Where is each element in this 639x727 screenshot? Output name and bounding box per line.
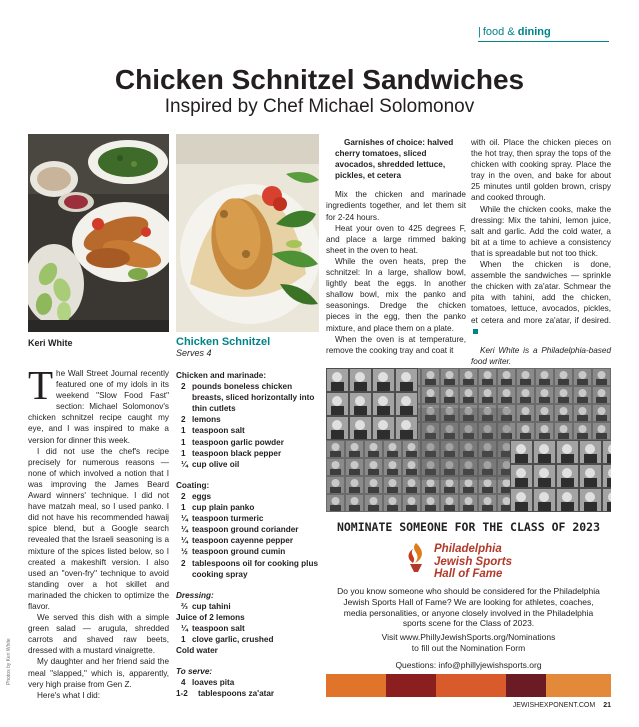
ingredient-group-heading: Coating: (176, 480, 210, 490)
org-name-line: Hall of Fame (434, 568, 503, 580)
method-column-2 (471, 137, 611, 367)
intro-paragraph: I did not use the chef's recipe precisely for numerous reasons — none of which involved a notion that I was improving the James Beard Award winners' technique. I did not have matzah meal, so I used panko. I did not have his recommended hawaij spice blend, but a Google search revealed that the Israeli seasoning is a mixture of the spices listed below, so I created a makeshift version. I also used an "oven-fry" technique to avoid standing over a hot skillet and marinaded the chicken to optimize the flavor. (28, 446, 169, 611)
method-paragraph: Heat your oven to 425 degrees F, and place a large rimmed baking sheet in the oven to heat. (326, 223, 466, 255)
ingredient-item: Cold water (176, 646, 218, 656)
ingredient-item: 1 clove garlic, crushed (181, 635, 274, 645)
photo-mosaic (326, 368, 611, 512)
byline: Keri White (28, 338, 73, 348)
ingredient-item: ¼ teaspoon salt (181, 623, 245, 633)
ingredient-item: 4 loaves pita (181, 678, 235, 688)
ad-headline: NOMINATE SOMEONE FOR THE CLASS OF 2023 (336, 520, 601, 534)
ingredient-item: ¼ teaspoon ground coriander (181, 525, 299, 535)
method-paragraph: with oil. Place the chicken pieces on the hot tray, then spray the tops of the chicken with cooking spray. Place the tray in the oven, and bake for about 25 minutes until golden brown, crispy and cooked through. (471, 138, 611, 203)
section-name: dining (517, 26, 551, 38)
ingredient-item: Juice of 2 lemons (176, 612, 245, 622)
intro-column (28, 362, 169, 701)
ingredient-item: 2 tablespoons oil for cooking plus cooking spray (181, 558, 319, 579)
intro-text: he Wall Street Journal recently featured one of my idols in its weekend "Slow Food Fast" section: Michael Solomonov's chicken schnitzel recipe caught my eye, and I was inspired to make a version for dinner this week. (28, 369, 169, 445)
method-column-1 (326, 137, 466, 356)
ad-bottom-banner (326, 674, 611, 697)
org-name-line: Philadelphia (434, 543, 502, 555)
section-prefix: food & (482, 26, 518, 38)
ingredient-item: 1 cup plain panko (181, 503, 255, 513)
article-headline: Chicken Schnitzel Sandwiches (114, 64, 525, 95)
ingredient-group-heading: Dressing: (176, 590, 214, 600)
ingredient-item: 1-2 tablespoons za'atar (176, 689, 275, 699)
page-number: 21 (603, 702, 611, 709)
nomination-url-link[interactable]: Visit www.PhillyJewishSports.org/Nominations (381, 632, 556, 642)
food-photo-sandwich (176, 134, 319, 332)
ingredient-item: 2 eggs (181, 491, 212, 501)
intro-paragraph: Here's what I did: (37, 690, 100, 700)
ad-body-text: Do you know someone who should be considered for the Philadelphia Jewish Sports Hall of Fame? We are looking for athletes, coaches, media personalities, or anyone closely involved in the Philadelphia sports scene for the Class of 2023. (337, 586, 600, 629)
ingredient-item: ¼ teaspoon turmeric (181, 514, 264, 524)
method-paragraph: Mix the chicken and marinade ingredients together, and let them sit for 2-24 hours. (326, 190, 466, 222)
section-tag (478, 26, 609, 38)
ingredient-item: 1 teaspoon garlic powder (181, 437, 284, 447)
ingredients-list (176, 368, 319, 700)
recipe-title: Chicken Schnitzel (176, 336, 271, 348)
ingredient-item: ⅔ cup tahini (181, 601, 231, 611)
intro-paragraph: My daughter and her friend said the meal "slapped," which is, apparently, very high praise from Gen Z. (28, 657, 169, 689)
nomination-url-subtext: to fill out the Nomination Form (411, 642, 526, 653)
page-footer (513, 702, 611, 709)
intro-paragraph (28, 362, 169, 446)
food-photo-plates (28, 134, 169, 332)
drop-cap: T (28, 362, 54, 408)
hall-of-fame-ad[interactable] (326, 368, 611, 697)
method-paragraph: While the chicken cooks, make the dressing: Mix the tahini, lemon juice, salt and garlic. Add the cold water, a bit at a time to achieve a consistency that is spreadable but not too thick. (471, 204, 611, 258)
recipe-serves: Serves 4 (176, 348, 212, 358)
photo-credit: Photos by Keri White (6, 638, 12, 685)
ingredient-item: 2 pounds boneless chicken breasts, sliced horizontally into thin cutlets (181, 382, 315, 414)
article-subhead: Inspired by Chef Michael Solomonov (164, 96, 475, 117)
end-mark-icon (473, 329, 478, 334)
org-name-line: Jewish Sports (434, 555, 512, 568)
method-paragraph: When the chicken is done, assemble the sandwiches — sprinkle the chicken with za'atar. Schmear the pita with tahini, add the chicken, tomatoes, lettuce, avocados, pickles, et cetera and more za'atar, if desired. (471, 259, 611, 337)
section-divider: | (478, 26, 481, 38)
garnish-note: Garnishes of choice: halved cherry tomatoes, sliced avocados, shredded lettuce, pickles, et cetera (335, 138, 454, 181)
author-bio: Keri White is a Philadelphia-based food writer. (471, 345, 611, 366)
method-paragraph: While the oven heats, prep the schnitzel: In a large, shallow bowl, lightly beat the eggs. In another shallow bowl, mix the panko and seasonings. Dredge the chicken pieces in the egg, then the panko mixture, and place them on a plate. (326, 256, 466, 333)
ad-nomination-info (334, 632, 603, 654)
method-paragraph: When the oven is at temperature, remove the cooking tray and coat it (326, 334, 466, 355)
ingredient-item: ¼ cup olive oil (181, 459, 240, 469)
ingredient-item: ¼ teaspoon cayenne pepper (181, 536, 294, 546)
ingredient-item: 1 teaspoon salt (181, 426, 245, 436)
ingredient-group-heading: To serve: (176, 667, 213, 677)
ingredient-item: 2 lemons (181, 415, 221, 425)
ad-contact-email[interactable]: Questions: info@phillyjewishsports.org (395, 660, 542, 670)
torch-logo-icon (401, 541, 431, 573)
ingredient-item: ½ teaspoon ground cumin (181, 547, 286, 557)
section-rule (478, 41, 609, 42)
footer-site: JEWISHEXPONENT.COM (512, 702, 596, 709)
intro-paragraph: We served this dish with a simple green salad — arugula, shredded carrots and shaved raw beets, dressed with a mustard vinaigrette. (28, 613, 169, 656)
organization-name (434, 543, 512, 581)
ingredient-item: 1 teaspoon black pepper (181, 448, 282, 458)
ingredient-group-heading: Chicken and marinade: (176, 371, 267, 380)
